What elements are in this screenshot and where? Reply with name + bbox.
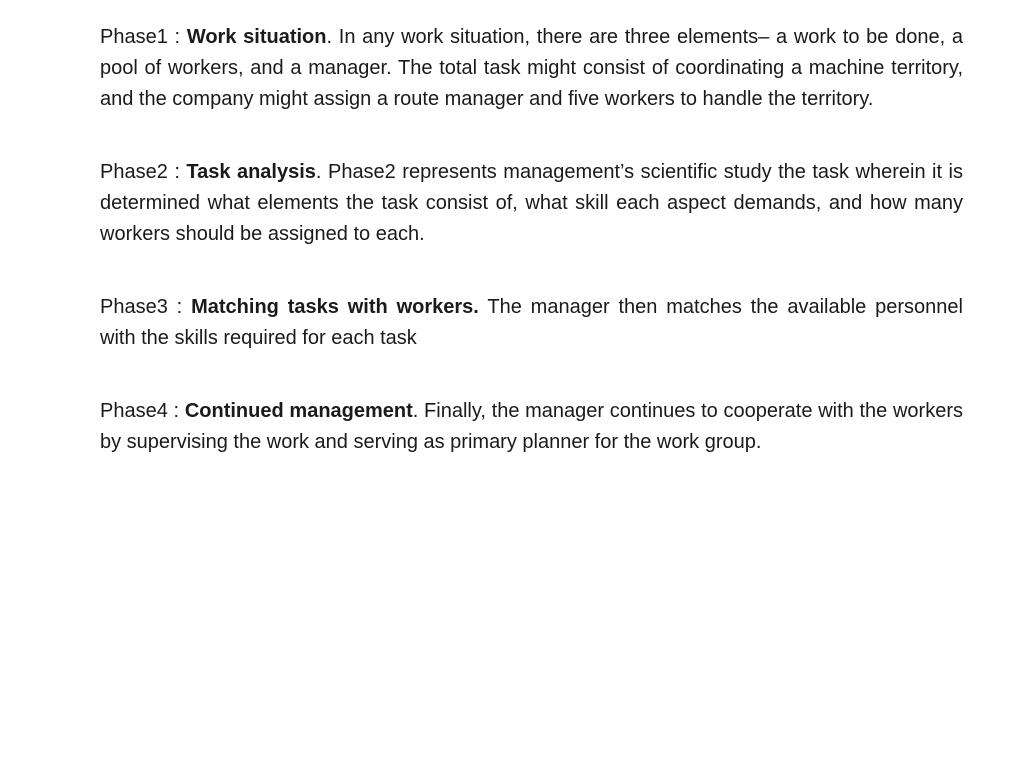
- phase-3-paragraph: [100, 292, 963, 354]
- phase-2-separator: .: [315, 161, 322, 183]
- phase-1-heading: Work situation: [186, 26, 327, 48]
- slide-text-body: [100, 22, 963, 500]
- phase-4-separator: .: [412, 400, 419, 422]
- phase-1-separator: .: [326, 26, 333, 48]
- phase-4-label: Phase4 :: [100, 400, 185, 422]
- phase-3-heading: Matching tasks with workers.: [191, 296, 479, 318]
- phase-2-label: Phase2 :: [100, 161, 187, 183]
- phase-1-paragraph: [100, 22, 963, 115]
- phase-2-heading: Task analysis: [186, 161, 316, 183]
- phase-4-body: Finally, the manager continues to cooperate with the workers by supervising the work and serving as primary planner for the work group.: [100, 400, 963, 453]
- phase-4-heading: Continued management: [184, 400, 413, 422]
- phase-1-label: Phase1 :: [100, 26, 187, 48]
- phase-2-body: Phase2 represents management’s scientific study the task wherein it is determined what elements the task consist of, what skill each aspect demands, and how many workers should be assigned to each.: [100, 161, 963, 245]
- phase-3-body: The manager then matches the available personnel with the skills required for each task: [100, 296, 963, 349]
- phase-4-paragraph: [100, 396, 963, 458]
- phase-3-label: Phase3 :: [100, 296, 192, 318]
- phase-2-paragraph: [100, 157, 963, 250]
- phase-1-body: In any work situation, there are three elements– a work to be done, a pool of workers, and a manager. The total task might consist of coordinating a machine territory, and the company might assign a route manager and five workers to handle the territory.: [100, 26, 963, 110]
